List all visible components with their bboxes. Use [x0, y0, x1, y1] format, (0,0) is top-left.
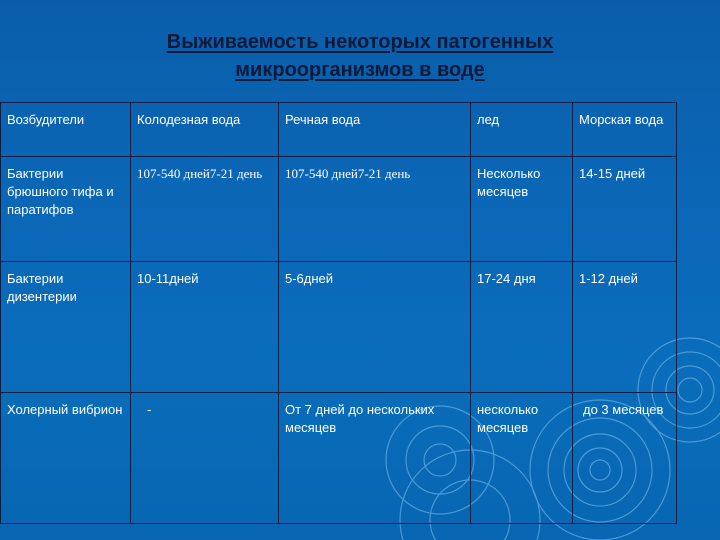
table-cell: 17-24 дня	[471, 262, 573, 393]
table-cell: 5-6дней	[279, 262, 471, 393]
table-cell: 107-540 дней7-21 день	[279, 157, 471, 262]
table-cell: Несколько месяцев	[471, 157, 573, 262]
table-cell: 1-12 дней	[573, 262, 677, 393]
table-row	[1, 157, 677, 262]
table-row	[1, 262, 677, 393]
table-row	[1, 393, 677, 524]
table-cell: Бактерии брюшного тифа и паратифов	[1, 157, 131, 262]
table-cell: 10-11дней	[131, 262, 279, 393]
header-cell: Возбудители	[1, 103, 131, 157]
table-cell: 14-15 дней	[573, 157, 677, 262]
table-cell: -	[131, 393, 279, 524]
table-header-row	[1, 103, 677, 157]
title-line-2: микроорганизмов в воде	[235, 59, 485, 81]
table-cell: до 3 месяцев	[573, 393, 677, 524]
table-cell: 107-540 дней7-21 день	[131, 157, 279, 262]
title-line-1: Выживаемость некоторых патогенных	[166, 31, 554, 53]
table-cell: Холерный вибрион	[1, 393, 131, 524]
header-cell: лед	[471, 103, 573, 157]
table-cell: Бактерии дизентерии	[1, 262, 131, 393]
table-cell: несколько месяцев	[471, 393, 573, 524]
header-cell: Колодезная вода	[131, 103, 279, 157]
header-cell: Морская вода	[573, 103, 677, 157]
page-title	[110, 28, 610, 84]
header-cell: Речная вода	[279, 103, 471, 157]
table-cell: От 7 дней до нескольких месяцев	[279, 393, 471, 524]
survival-table	[0, 102, 677, 524]
